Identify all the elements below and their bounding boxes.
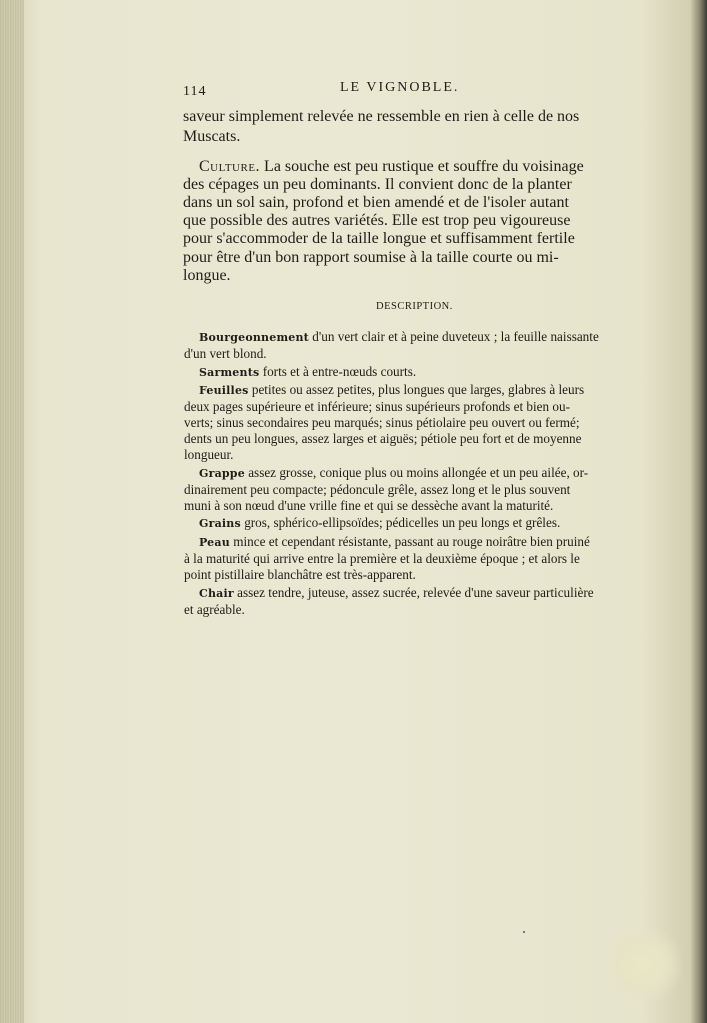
entry-grains-line-1 (199, 515, 560, 532)
entry-text: mince et cependant résistante, passant au rouge noirâtre bien pruiné (233, 534, 590, 549)
description-heading: DESCRIPTION. (376, 301, 453, 312)
entry-text: assez tendre, juteuse, assez sucrée, relevée d'une saveur particulière (237, 585, 594, 600)
entry-feuilles-line-2: deux pages supérieure et inférieure; sinus supérieurs profonds et bien ou- (184, 399, 570, 414)
intro-line-2: Muscats. (183, 128, 241, 145)
entry-text: d'un vert clair et à peine duveteux ; la feuille naissante (312, 329, 599, 344)
paper-speck (523, 931, 525, 933)
entry-chair-line-1 (199, 585, 594, 602)
entry-text: forts et à entre-nœuds courts. (262, 364, 417, 379)
entry-text: petites ou assez petites, plus longues que larges, glabres à leurs (251, 382, 585, 397)
entry-term: Grappe (199, 467, 245, 480)
entry-feuilles-line-5: longueur. (184, 447, 234, 462)
book-spine-edge (0, 0, 24, 1023)
entry-term: Feuilles (199, 384, 249, 397)
entry-chair-line-2: et agréable. (184, 602, 245, 617)
entry-peau-line-1 (199, 534, 590, 551)
culture-line-4: que possible des autres variétés. Elle est trop peu vigoureuse (183, 212, 571, 229)
entry-bourgeonnement-line-2: d'un vert blond. (184, 346, 267, 361)
culture-line-3: dans un sol sain, profond et bien amendé et de l'isoler autant (183, 194, 569, 211)
entry-term: Bourgeonnement (199, 331, 309, 344)
entry-text: gros, sphérico-ellipsoïdes; pédicelles un peu longs et grêles. (244, 515, 561, 530)
intro-line-1: saveur simplement relevée ne ressemble en rien à celle de nos (183, 108, 580, 125)
culture-line-6: pour être d'un bon rapport soumise à la taille courte ou mi- (183, 249, 559, 266)
entry-grappe-line-1 (199, 465, 588, 482)
entry-grappe-line-3: muni à son nœud d'une vrille fine et qui se dessèche avant la maturité. (184, 498, 554, 513)
entry-sarments-line-1 (199, 364, 416, 381)
culture-label: Culture. (199, 158, 261, 175)
entry-term: Chair (199, 587, 234, 600)
entry-peau-line-2: à la maturité qui arrive entre la première et la deuxième époque ; et alors le (184, 551, 580, 566)
paper-stain (610, 930, 690, 1000)
entry-term: Grains (199, 517, 241, 530)
entry-term: Peau (199, 536, 230, 549)
entry-feuilles-line-3: verts; sinus secondaires peu marqués; sinus pétiolaire peu ouvert ou fermé; (184, 415, 580, 430)
culture-line-2: des cépages un peu dominants. Il convient donc de la planter (183, 176, 572, 193)
entry-feuilles-line-4: dents un peu longues, assez larges et aiguës; pétiole peu fort et de moyenne (184, 431, 582, 446)
running-title: LE VIGNOBLE. (340, 80, 460, 95)
entry-grappe-line-2: dinairement peu compacte; pédoncule grêle, assez long et le plus souvent (184, 482, 571, 497)
culture-line-1 (199, 158, 584, 176)
entry-bourgeonnement-line-1 (199, 329, 599, 346)
entry-feuilles-line-1 (199, 382, 584, 399)
entry-text: assez grosse, conique plus ou moins allongée et un peu ailée, or- (248, 465, 589, 480)
page-number: 114 (183, 84, 207, 99)
culture-line-7: longue. (183, 267, 231, 284)
entry-peau-line-3: point pistillaire blanchâtre est très-apparent. (184, 567, 416, 582)
culture-text: La souche est peu rustique et souffre du voisinage (264, 158, 584, 175)
entry-term: Sarments (199, 366, 260, 379)
culture-line-5: pour s'accommoder de la taille longue et suffisamment fertile (183, 230, 575, 247)
